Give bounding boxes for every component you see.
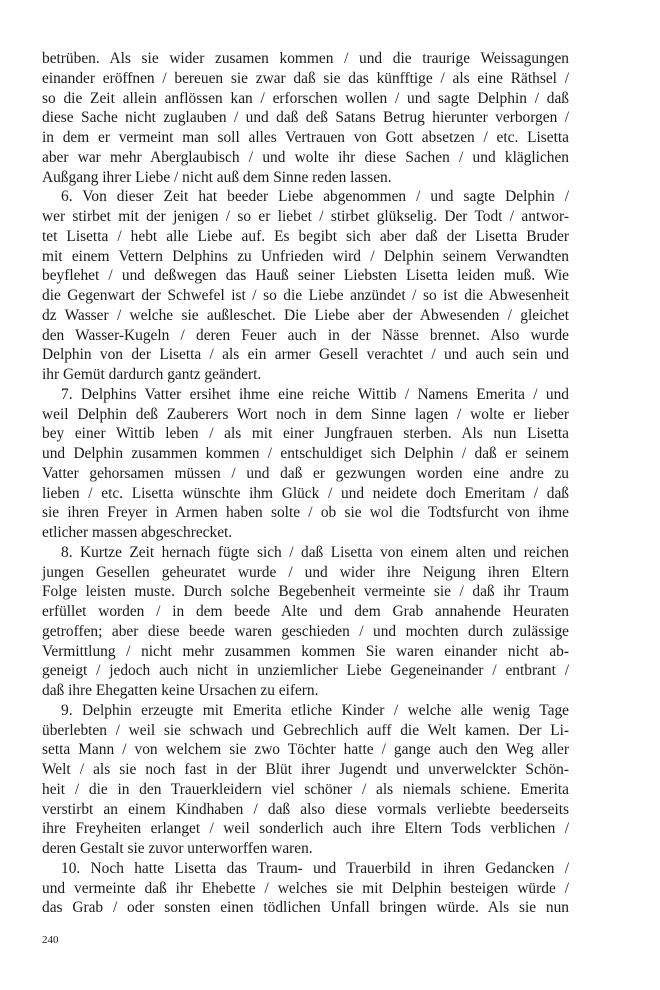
text-line: dz Wasser / welche sie außleschet. Die Liebe aber der Abwesenden / gleichet [42, 306, 569, 324]
text-line: etlicher massen abgeschrecket. [42, 524, 233, 541]
text-line: betrüben. Als sie wider zusamen kommen / und die traurige Weissagungen [42, 50, 569, 67]
paragraph-10-start: 10. Noch hatte Lisetta das Traum- und Trauerbild in ihren Gedancken / [61, 859, 569, 877]
page-number: 240 [42, 934, 59, 946]
paragraph-7-start: 7. Delphins Vatter ersihet ihme eine reiche Wittib / Namens Emerita / und [61, 385, 569, 403]
text-line: Welt / als sie noch fast in der Blüt ihrer Jugendt und unverwelckter Schön- [42, 761, 569, 778]
text-line: deren Gestalt sie zuvor unterworffen waren. [42, 840, 313, 857]
text-line: Vermittlung / nicht mehr zusammen kommen Sie waren einander nicht ab- [42, 642, 569, 660]
text-line: einander eröffnen / bereuen sie zwar daß sie das künfftige / als eine Räthsel / [42, 69, 569, 87]
text-line: mit einem Vettern Delphins zu Unfrieden wird / Delphin seinem Verwandten [42, 247, 569, 265]
text-line: weil Delphin deß Zauberers Wort noch in dem Sinne lagen / wolte er lieber [42, 405, 569, 423]
text-line: aber war mehr Aberglaubisch / und wolte ihr diese Sachen / und kläglichen [42, 148, 569, 166]
text-line: daß ihre Ehegatten keine Ursachen zu eifern. [42, 682, 319, 699]
text-line: bey einer Wittib leben / als mit einer Jungfrauen sterben. Als nun Lisetta [42, 425, 569, 443]
paragraph-6-start: 6. Von dieser Zeit hat beeder Liebe abgenommen / und sagte Delphin / [61, 188, 569, 206]
text-line: die Gegenwart der Schwefel ist / so die Liebe anzündet / so ist die Abwesenheit [42, 287, 569, 304]
text-line: heit / die in den Trauerkleidern viel schöner / als niemals schiene. Emerita [42, 780, 569, 798]
text-line: Vatter gehorsamen müssen / und daß er gezwungen worden eine andre zu [42, 464, 569, 482]
text-line: verstirbt an einem Kindhaben / daß also diese vormals verliebte beederseits [42, 800, 569, 818]
paragraph-8-start: 8. Kurtze Zeit hernach fügte sich / daß Lisetta von einem alten und reichen [61, 543, 569, 561]
text-line: geneigt / jedoch auch nicht in unziemlicher Liebe Gegeneinander / entbrant / [42, 662, 569, 680]
text-line: so die Zeit allein anflössen kan / erforschen wollen / und sagte Delphin / daß [42, 89, 569, 107]
text-line: beyflehet / und deßwegen das Hauß seiner Liebsten Lisetta leiden muß. Wie [42, 267, 569, 285]
text-line: in dem er vermeint man soll alles Vertrauen von Gott absetzen / etc. Lisetta [42, 129, 569, 146]
text-line: getroffen; aber diese beede waren geschieden / und mochten durch zulässige [42, 622, 569, 640]
text-line: Folge leisten muste. Durch solche Begebenheit vermeinte sie / daß ihr Traum [42, 583, 569, 601]
text-line: ihre Freyheiten erlanget / weil sonderlich auch ihre Eltern Tods verblichen / [42, 820, 569, 838]
text-line: und Delphin zusammen kommen / entschuldiget sich Delphin / daß er seinem [42, 445, 569, 462]
text-line: setta Mann / von welchem sie zwo Töchter hatte / gange auch den Weg aller [42, 741, 569, 759]
text-line: wer stirbet mit der jenigen / so er liebet / stirbet glükselig. Der Todt / antwor- [42, 208, 569, 225]
text-line: Delphin von der Lisetta / als ein armer Gesell verachtet / und auch sein und [42, 346, 569, 364]
text-line: und vermeinte daß ihr Ehebette / welches sie mit Delphin besteigen würde / [42, 879, 569, 897]
paragraph-9-start: 9. Delphin erzeugte mit Emerita etliche Kinder / welche alle wenig Tage [61, 701, 569, 719]
text-line: diese Sache nicht zuglauben / und daß deß Satans Betrug hierunter verborgen / [42, 109, 569, 127]
text-line: überlebten / weil sie schwach und Gebrechlich auff die Welt kamen. Der Li- [42, 721, 569, 739]
text-line: lieben / etc. Lisetta wünschte ihm Glück / und neidete doch Emeritam / daß [42, 484, 569, 502]
text-line: ihr Gemüt dardurch gantz geändert. [42, 366, 262, 383]
text-line: das Grab / oder sonsten einen tödlichen Unfall bringen würde. Als sie nun [42, 899, 569, 917]
text-line: den Wasser-Kugeln / deren Feuer auch in der Nässe brennet. Also wurde [42, 326, 569, 344]
text-line: jungen Gesellen geheuratet wurde / und wider ihre Neigung ihren Eltern [42, 563, 569, 581]
text-line: sie ihren Freyer in Armen haben solte / ob sie wol die Todtsfurcht von ihme [42, 504, 569, 522]
page-text [42, 49, 569, 918]
text-line: erfüllet worden / in dem beede Alte und dem Grab annahende Heuraten [42, 603, 569, 620]
text-line: tet Lisetta / hebt alle Liebe auf. Es begibt sich aber daß der Lisetta Bruder [42, 227, 569, 245]
text-line: Außgang ihrer Liebe / nicht auß dem Sinne reden lassen. [42, 168, 392, 186]
